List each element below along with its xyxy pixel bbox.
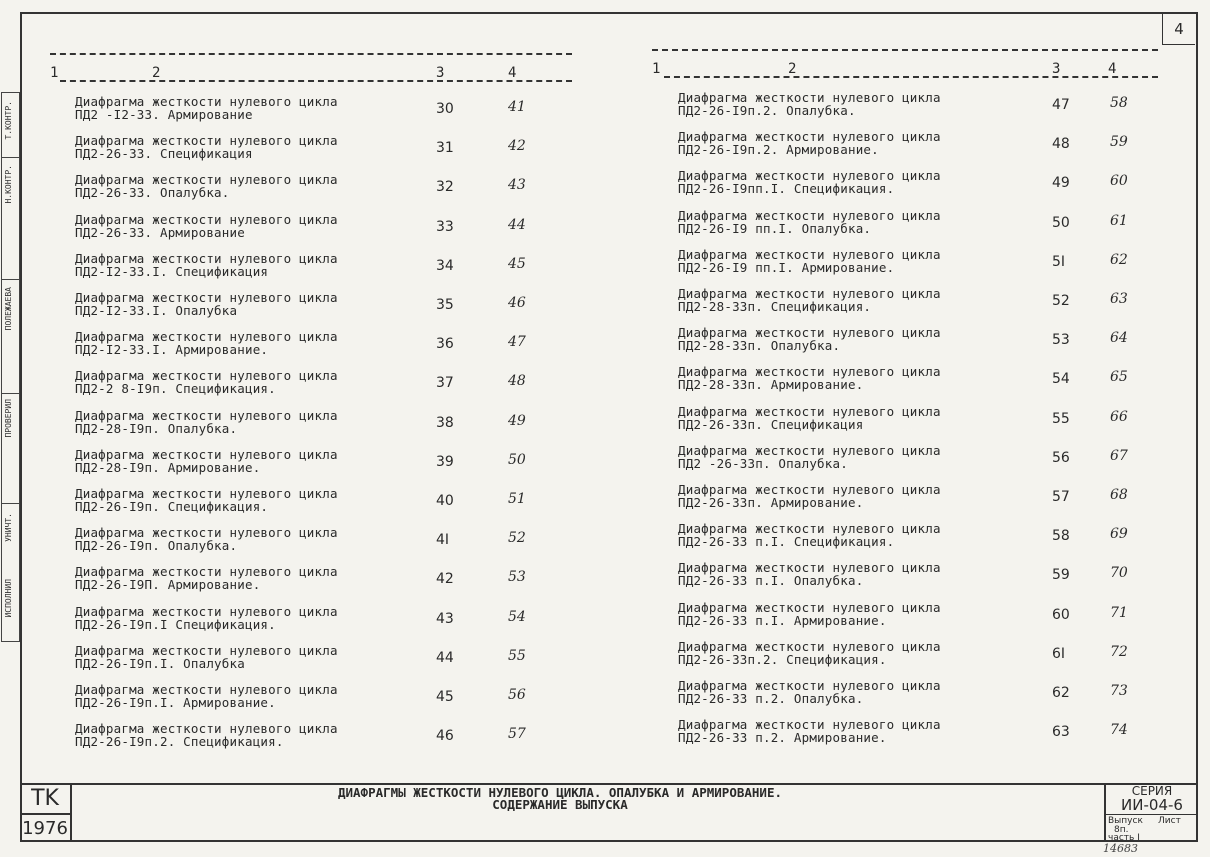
entry-number: 33 <box>436 218 454 235</box>
entry-sheet: 68 <box>1110 487 1128 503</box>
entry-title-line2: ПД2-26-33п. Армирование. <box>678 495 864 510</box>
entry-title <box>678 365 941 391</box>
entry-number: 54 <box>1052 371 1070 388</box>
col-header-3: 3 <box>1052 61 1061 77</box>
entry-sheet: 57 <box>508 726 526 743</box>
stamp-label: ПОЛЕЖАЕВА <box>4 287 13 331</box>
entry-number: 35 <box>436 297 454 313</box>
entry-title <box>678 561 941 587</box>
contents-row <box>0 601 1200 640</box>
series-value: ИИ-04-6 <box>1106 796 1198 815</box>
entry-sheet: 70 <box>1110 565 1128 582</box>
entry-sheet: 44 <box>508 216 526 233</box>
entry-title-line1: Диафрагма жесткости нулевого цикла <box>678 403 941 419</box>
entry-title-line2: ПД2-28-33п. Опалубка. <box>678 338 841 354</box>
entry-title-line1: Диафрагма жесткости нулевого цикла <box>678 638 941 654</box>
entry-title-line2: ПД2-26-I9п.I Спецификация. <box>75 616 276 632</box>
entry-number: 46 <box>436 728 454 745</box>
entry-title-line1: Диафрагма жесткости нулевого цикла <box>678 482 941 497</box>
entry-title-line2: ПД2-26-33 п.I. Опалубка. <box>678 573 864 589</box>
entry-sheet: 49 <box>508 412 526 429</box>
entry-title-line2: ПД2-26-I9п.2. Спецификация. <box>75 734 284 750</box>
entry-title-line2: ПД2-I2-33.I. Армирование. <box>75 342 269 358</box>
header-rule <box>652 49 1158 51</box>
entry-sheet: 53 <box>508 569 526 586</box>
entry-sheet: 60 <box>1110 173 1128 190</box>
document-title-line1: ДИАФРАГМЫ ЖЕСТКОСТИ НУЛЕВОГО ЦИКЛА. ОПАЛУБКА И АРМИРОВАНИЕ. <box>337 785 782 800</box>
entry-sheet: 72 <box>1110 643 1128 660</box>
part-label: часть I <box>1108 833 1140 843</box>
stamp-label: УНИЧТ. <box>4 513 13 542</box>
entry-number: 56 <box>1052 449 1070 466</box>
header-rule <box>50 53 572 55</box>
entry-sheet: 55 <box>508 647 526 664</box>
entry-number: 43 <box>436 610 454 627</box>
entry-sheet: 58 <box>1110 95 1128 111</box>
contents-row <box>0 248 1200 287</box>
entry-title-line1: Диафрагма жесткости нулевого цикла <box>678 207 941 223</box>
entry-title-line1: Диафрагма жесткости нулевого цикла <box>678 442 941 458</box>
entry-title-line2: ПД2-26-33. Армирование <box>75 224 245 240</box>
entry-title <box>678 522 941 548</box>
entry-sheet: 64 <box>1110 330 1128 347</box>
entry-number: 50 <box>1052 214 1070 231</box>
entry-title <box>678 287 941 313</box>
entry-title-line1: Диафрагма жесткости нулевого цикла <box>678 246 941 262</box>
entry-title-line2: ПД2-26-I9п. Опалубка. <box>75 538 238 554</box>
entry-number: 37 <box>436 375 454 392</box>
entry-title-line1: Диафрагма жесткости нулевого цикла <box>75 682 338 697</box>
entry-title-line1: Диафрагма жесткости нулевого цикла <box>75 133 338 149</box>
col-header-1: 1 <box>50 65 59 81</box>
entry-title-line2: ПД2-26-I9пп.I. Спецификация. <box>678 181 895 197</box>
entry-title-line1: Диафрагма жесткости нулевого цикла <box>75 642 338 658</box>
entry-title-line2: ПД2 -26-33п. Опалубка. <box>678 455 848 471</box>
col-header-1: 1 <box>652 61 661 77</box>
entry-title <box>678 130 941 156</box>
entry-sheet: 59 <box>1110 134 1128 151</box>
entry-number: 55 <box>1052 410 1070 427</box>
entry-title-line1: Диафрагма жесткости нулевого цикла <box>75 94 338 109</box>
col-header-2: 2 <box>788 61 797 77</box>
entry-sheet: 65 <box>1110 369 1128 386</box>
stamp-label: Т.КОНТР. <box>4 101 13 140</box>
contents-row <box>0 718 1200 757</box>
entry-number: 6I <box>1052 645 1066 662</box>
entry-number: 58 <box>1052 528 1070 545</box>
entry-sheet: 48 <box>508 373 526 390</box>
series-box <box>1104 783 1200 842</box>
entry-title-line2: ПД2-26-I9п.I. Армирование. <box>75 695 276 710</box>
stamp-label: ИСПОЛНИЛ <box>4 579 13 618</box>
issue-value: 8п. <box>1114 825 1129 835</box>
entry-title-line1: Диафрагма жесткости нулевого цикла <box>678 129 941 145</box>
entry-title-line1: Диафрагма жесткости нулевого цикла <box>678 168 941 184</box>
entry-number: 38 <box>436 414 454 431</box>
entry-sheet: 43 <box>508 177 526 194</box>
entry-title-line2: ПД2-I2-33.I. Спецификация <box>75 263 269 279</box>
entry-sheet: 41 <box>508 99 526 115</box>
inventory-number: 14683 <box>1103 842 1138 855</box>
entry-number: 49 <box>1052 175 1070 192</box>
entry-sheet: 62 <box>1110 251 1128 268</box>
entry-sheet: 42 <box>508 138 526 155</box>
entry-title-line2: ПД2-26-I9 пп.I. Армирование. <box>678 259 895 275</box>
entry-title <box>678 601 941 627</box>
entry-number: 42 <box>436 571 454 588</box>
entry-title-line1: Диафрагма жесткости нулевого цикла <box>75 250 338 266</box>
entry-number: 62 <box>1052 685 1070 701</box>
stamp-label: ПРОВЕРИЛ <box>4 399 13 438</box>
entry-title <box>678 483 941 509</box>
entry-title-line1: Диафрагма жесткости нулевого цикла <box>75 446 338 462</box>
entry-title-line2: ПД2-26-33 п.2. Опалубка. <box>678 691 864 706</box>
entry-title <box>678 209 941 235</box>
entry-title-line1: Диафрагма жесткости нулевого цикла <box>75 525 338 541</box>
entry-number: 4I <box>436 532 450 549</box>
entry-title-line2: ПД2-26-33п.2. Спецификация. <box>678 651 887 667</box>
contents-row <box>0 444 1200 483</box>
entry-sheet: 56 <box>508 687 526 703</box>
entry-title <box>678 91 941 117</box>
entry-title-line2: ПД2-28-33п. Армирование. <box>678 377 864 393</box>
entry-number: 30 <box>436 101 454 117</box>
entry-number: 45 <box>436 689 454 705</box>
entry-title-line1: Диафрагма жесткости нулевого цикла <box>678 364 941 380</box>
entry-title <box>678 169 941 195</box>
entry-title-line2: ПД2-26-I9 пп.I. Опалубка. <box>678 220 872 236</box>
entry-sheet: 66 <box>1110 408 1128 425</box>
entry-title <box>678 405 941 431</box>
entry-number: 60 <box>1052 606 1070 623</box>
year-label: 1976 <box>22 818 68 839</box>
entry-number: 39 <box>436 453 454 470</box>
entry-number: 5I <box>1052 253 1066 270</box>
entry-number: 36 <box>436 336 454 353</box>
entry-title-line2: ПД2-26-I9п.2. Опалубка. <box>678 103 856 118</box>
contents-row <box>0 365 1200 404</box>
entry-title-line1: Диафрагма жесткости нулевого цикла <box>75 603 338 619</box>
col-header-3: 3 <box>436 65 445 81</box>
entry-number: 40 <box>436 493 454 509</box>
entry-title-line1: Диафрагма жесткости нулевого цикла <box>678 717 941 733</box>
entry-title-line1: Диафрагма жесткости нулевого цикла <box>75 486 338 501</box>
entry-number: 34 <box>436 257 454 274</box>
entry-sheet: 47 <box>508 334 526 351</box>
entry-number: 47 <box>1052 97 1070 113</box>
entry-title-line1: Диафрагма жесткости нулевого цикла <box>678 90 941 105</box>
entry-title-line2: ПД2-26-I9п.I. Опалубка <box>75 655 245 671</box>
entry-title-line2: ПД2-I2-33.I. Опалубка <box>75 303 238 318</box>
contents-row <box>0 640 1200 679</box>
entry-sheet: 50 <box>508 451 526 468</box>
contents-row <box>0 522 1200 561</box>
entry-title <box>678 640 941 666</box>
entry-title-line2: ПД2-28-I9п. Опалубка. <box>75 420 238 436</box>
entry-sheet: 54 <box>508 608 526 625</box>
contents-row <box>0 679 1200 718</box>
entry-sheet: 52 <box>508 530 526 547</box>
entry-title-line2: ПД2-2 8-I9п. Спецификация. <box>75 381 276 397</box>
entry-title-line1: Диафрагма жесткости нулевого цикла <box>75 329 338 345</box>
entry-title <box>678 718 941 744</box>
entry-title-line1: Диафрагма жесткости нулевого цикла <box>678 286 941 301</box>
entry-number: 48 <box>1052 136 1070 153</box>
sheet-label: Лист <box>1158 816 1181 826</box>
entry-number: 63 <box>1052 724 1070 741</box>
page-number: 4 <box>1162 14 1195 45</box>
entry-title-line2: ПД2-26-33 п.I. Спецификация. <box>678 534 895 550</box>
entry-title-line2: ПД2-28-I9п. Армирование. <box>75 459 261 475</box>
entry-title-line1: Диафрагма жесткости нулевого цикла <box>678 560 941 576</box>
col-header-2: 2 <box>152 65 161 81</box>
entry-sheet: 45 <box>508 255 526 272</box>
entry-sheet: 67 <box>1110 447 1128 464</box>
header-rule <box>60 80 572 82</box>
contents-row <box>0 91 1200 130</box>
entry-title <box>678 326 941 352</box>
contents-row <box>0 287 1200 326</box>
entry-title-line1: Диафрагма жесткости нулевого цикла <box>678 678 941 693</box>
entry-title-line1: Диафрагма жесткости нулевого цикла <box>678 599 941 615</box>
entry-sheet: 63 <box>1110 291 1128 307</box>
contents-row <box>0 169 1200 208</box>
entry-title-line1: Диафрагма жесткости нулевого цикла <box>75 721 338 737</box>
entry-number: 44 <box>436 649 454 666</box>
entry-title-line2: ПД2-26-I9п.2. Армирование. <box>678 142 879 158</box>
contents-row <box>0 561 1200 600</box>
entry-sheet: 74 <box>1110 722 1128 739</box>
issue-label: Выпуск <box>1108 816 1143 826</box>
tk-label: TK <box>20 785 70 815</box>
contents-row <box>0 405 1200 444</box>
contents-row <box>0 483 1200 522</box>
title-block-left <box>20 785 72 842</box>
entry-title-line1: Диафрагма жесткости нулевого цикла <box>75 407 338 423</box>
contents-row <box>0 326 1200 365</box>
stamp-label: Н.КОНТР. <box>4 165 13 204</box>
entry-title-line2: ПД2-26-33. Спецификация <box>75 146 253 162</box>
entry-title <box>678 679 941 705</box>
entry-title-line2: ПД2-26-33 п.2. Армирование. <box>678 730 887 746</box>
entry-title-line1: Диафрагма жесткости нулевого цикла <box>678 325 941 341</box>
entry-title-line2: ПД2-26-I9п. Спецификация. <box>75 499 269 514</box>
document-title <box>220 787 900 811</box>
contents-row <box>0 130 1200 169</box>
entry-title-line2: ПД2 -I2-33. Армирование <box>75 107 253 122</box>
entry-sheet: 46 <box>508 295 526 311</box>
entry-title-line1: Диафрагма жесткости нулевого цикла <box>75 211 338 227</box>
entry-title-line1: Диафрагма жесткости нулевого цикла <box>75 368 338 384</box>
entry-number: 59 <box>1052 567 1070 584</box>
series-label: СЕРИЯ <box>1131 784 1173 798</box>
entry-title-line2: ПД2-28-33п. Спецификация. <box>678 299 872 314</box>
entry-title-line1: Диафрагма жесткости нулевого цикла <box>678 521 941 537</box>
entry-number: 57 <box>1052 489 1070 505</box>
entry-title-line1: Диафрагма жесткости нулевого цикла <box>75 564 338 580</box>
entry-sheet: 61 <box>1110 212 1128 229</box>
col-header-4: 4 <box>508 65 517 81</box>
header-rule <box>664 76 1158 78</box>
entry-sheet: 71 <box>1110 604 1128 621</box>
entry-title <box>678 248 941 274</box>
entry-number: 31 <box>436 140 454 157</box>
contents-row <box>0 209 1200 248</box>
entry-title-line2: ПД2-26-33. Опалубка. <box>75 185 230 201</box>
entry-sheet: 51 <box>508 491 526 507</box>
entry-title-line1: Диафрагма жесткости нулевого цикла <box>75 290 338 305</box>
title-block <box>20 783 1198 842</box>
entry-title-line2: ПД2-26-I9П. Армирование. <box>75 577 261 593</box>
entry-number: 52 <box>1052 293 1070 309</box>
entry-title <box>678 444 941 470</box>
document-title-line2: СОДЕРЖАНИЕ ВЫПУСКА <box>492 797 628 812</box>
entry-title-line2: ПД2-26-33п. Спецификация <box>678 416 864 432</box>
entry-sheet: 69 <box>1110 526 1128 543</box>
entry-number: 53 <box>1052 332 1070 349</box>
col-header-4: 4 <box>1108 61 1117 77</box>
entry-title-line2: ПД2-26-33 п.I. Армирование. <box>678 612 887 628</box>
entry-sheet: 73 <box>1110 683 1128 699</box>
entry-number: 32 <box>436 179 454 196</box>
entry-title-line1: Диафрагма жесткости нулевого цикла <box>75 172 338 188</box>
